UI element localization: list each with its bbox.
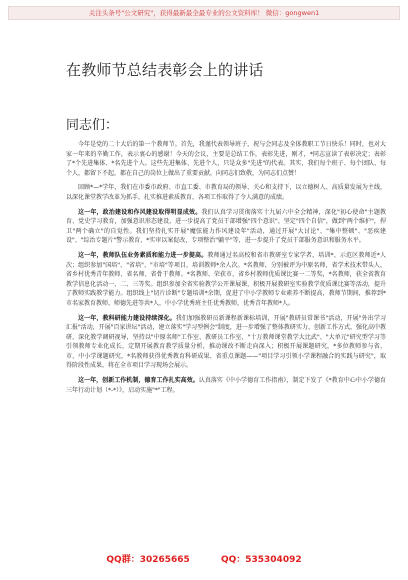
footer-contact	[0, 552, 408, 568]
paragraph	[66, 314, 386, 372]
footer-qq-group: QQ群：30265665	[106, 555, 190, 565]
document-title: 在教师节总结表彰会上的讲话	[66, 61, 264, 79]
paragraph-text: 我们加强教研员新课程新课标培训，开展"教研员常课书"活动，开展"外出学习汇报"活动，开展"百家讲坛"活动，建立落实"学习型例会"制度，进一步增强了整体教研实力、创新工作方式，强化高中教研，深化教学调研视导，坚持以"中原名师"工作室、教研员工作室，"十万教师课堂教学大比武"、"大单元"研究型学习等引领教师专业化成长，定期开展教育教学质量分析，推动课改不断走向深入；积极开展课题研究，*多位教师参与省、市、中小学课题研究，*名教师获得优秀教育科研成果、省重点课题——"项目学习引领小学课程融合的实践与研究"，取得阶段性成果，将在全市项目学习现场会展示。	[66, 314, 386, 370]
paragraph-lead: 这一年，创新工作机制，德育工作扎实高效。	[78, 377, 199, 385]
paragraph-text: 教师通过名高校和省市教研室专家学者，培训*、示范区教师近*人次；组织参加"国培"、"省培"、"市培"等项目，培训教师*余人次。*名教师，分别被评为中原名师，省学术技术带头人，省乡村优秀青年教师、省名师、省骨干教师。*名教师、荣获市、省乡村教师优质课比赛一二等奖，*名教师，获全省教育教学信息化活动一、二、三等奖。组织参加全省实验教学公开课展课，积极开展教研室实验教学优质课比赛等活动，提升了教师实践教学能力。组织线上"切片诊断"专题培训*余期，促进了中小学教师专业素养不断提高，教师节期间，推荐到*市名家教育教师、师德先进等共*人，中小学优秀班主任优秀教师，优秀青年教师*人。	[66, 251, 386, 307]
paragraph	[66, 140, 386, 178]
paragraph-text: 我们认真学习贯彻落实十九届六中全会精神，深化"初心使命"主题教育、党史学习教育，加强意识形态建设，进一步提高了党员干部增强"四个意识"、坚定"四个自信"，做到"两个维护"，捍卫"两个确立"的自觉性。我们坚持扎实开展"魔弦能力作风建设年"活动，通过开展"大讨论"、"集中整顿"、"恶疾建设"、"综治专题片"警示教育，*实审以案促改，专项整治"躺平"等，进一步提升了党员干部服务意识和服务水平。	[66, 208, 386, 245]
salutation: 同志们：	[66, 118, 119, 133]
paragraph-text: 今年是党的二十大后的第一个教师节。首先，我谨代表领导班子，祝与会同志及全体教职工节日快乐！同时，也对大家一年来的辛勤工作，表示衷心的感谢！今天的会议，主要是总结工作，表彰先进，刚才，*同志宣读了表彰决定；表彰了*个先进集体、*名先进个人。这些先进集体、先进个人，只是众多"先进"的代表。其实，我们每个班子、每个团队、每个人，都留下不起，都在自己的岗位上做出了重要贡献，向同志们致敬，为同志们点赞！	[66, 141, 386, 177]
paragraph-text: 回顾*—*学年，我们在市委市政府、市直工委、市教育局的领导、关心和支持下，以立德树人、高质量发展为主线，以深化课堂教学改革为抓手，扎实推进素质教育，各项工作取得了令人满意的成绩。	[66, 184, 386, 201]
footer-qq: QQ：535304092	[220, 555, 302, 565]
paragraph-lead: 这一年，政治建设和作风建设取得明显成效。	[78, 208, 202, 216]
paragraph	[66, 251, 386, 309]
paragraph-lead: 这一年，教师队伍业务素质和能力进一步提高。	[78, 251, 208, 259]
header-banner: 关注头条号"公文研究"，获得最新最全最专业的公文资料库！ 微信：gongwen1	[8, 6, 400, 20]
paragraph	[66, 376, 386, 395]
document-body	[66, 140, 386, 552]
paragraph-lead: 这一年，教科研能力建设持续深化。	[78, 314, 176, 322]
paragraph	[66, 183, 386, 202]
paragraph-text: 认真落实《中小学德育工作指南》，制定下发了《*教育中心中小学德育三年行动计划（*-*）》，启动实施"*"工程。	[66, 377, 386, 394]
paragraph	[66, 208, 386, 246]
